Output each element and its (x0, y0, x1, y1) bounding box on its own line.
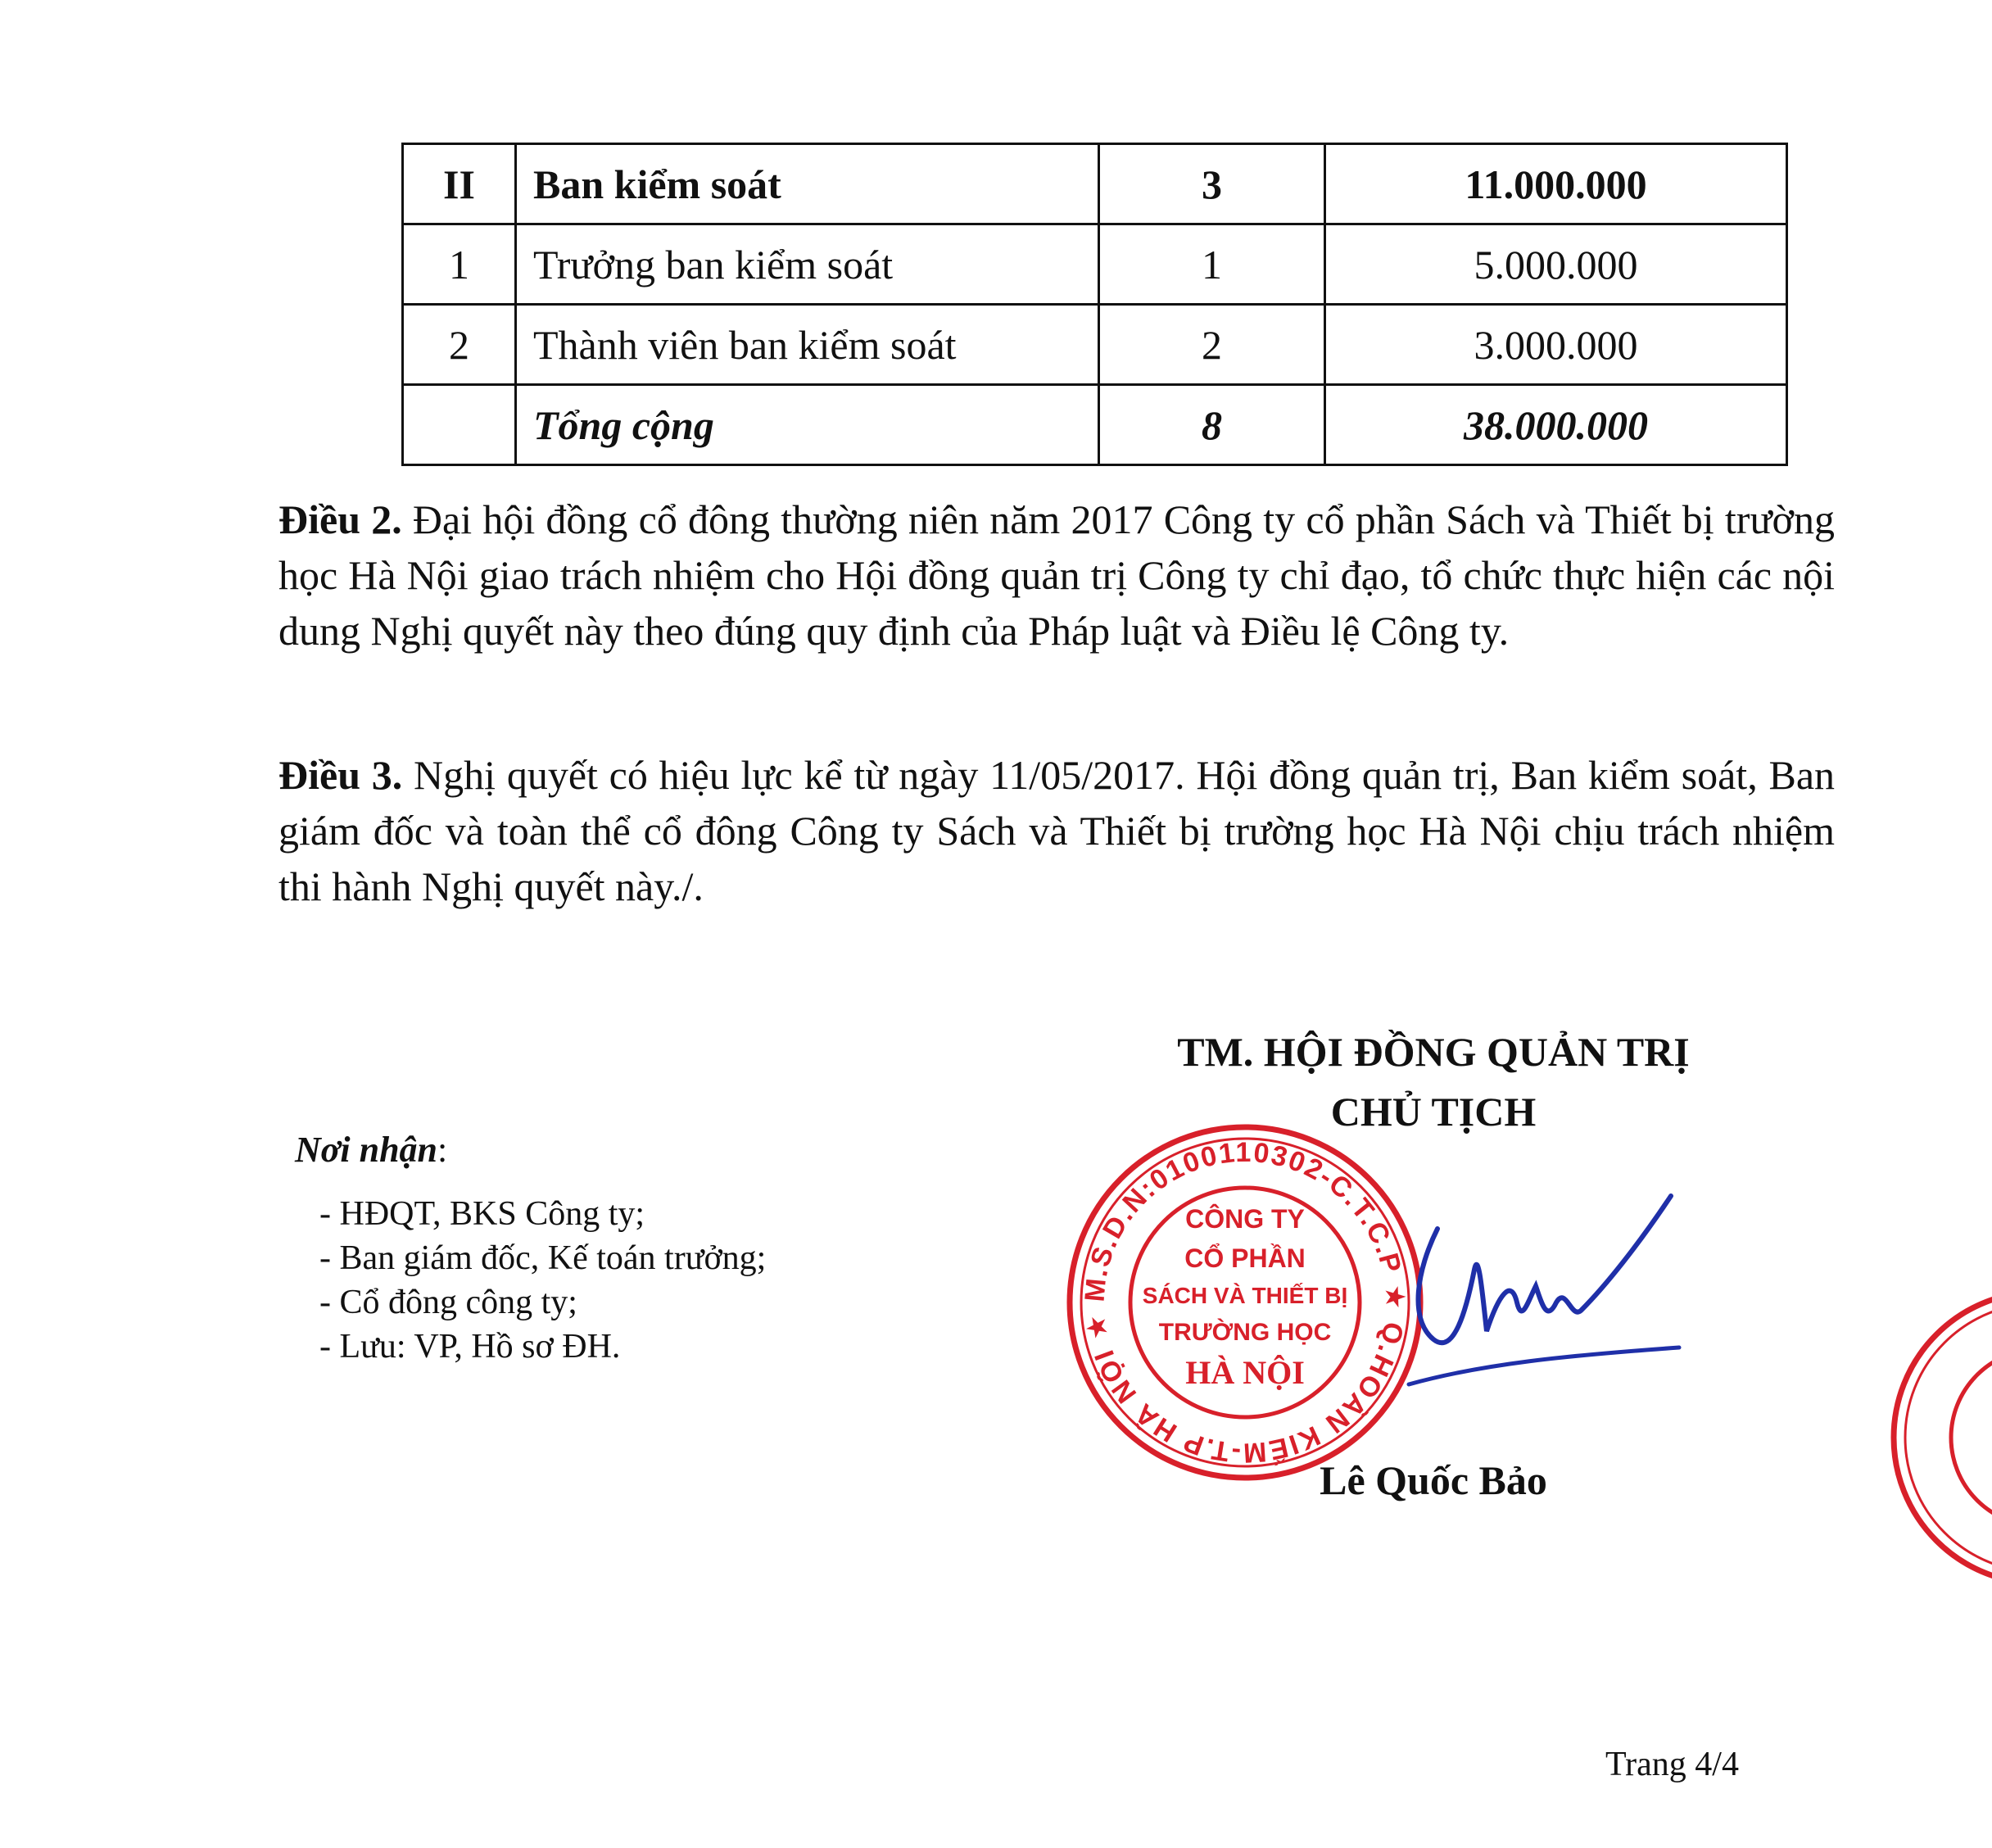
page-number: Trang 4/4 (1605, 1746, 1739, 1783)
table-row (403, 224, 1787, 305)
article-text: Nghị quyết có hiệu lực kể từ ngày 11/05/2017. Hội đồng quản trị, Ban kiểm soát, Ban giám đốc và toàn thể cổ đông Công ty Sách và Thiết bị trường học Hà Nội chịu trách nhiệm thi hành Nghị quyết này./. (278, 752, 1836, 909)
article-text: Đại hội đồng cổ đông thường niên năm 2017 Công ty cổ phần Sách và Thiết bị trường học Hà Nội giao trách nhiệm cho Hội đồng quản trị Công ty chỉ đạo, tổ chức thực hiện các nội dung Nghị quyết này theo đúng quy định của Pháp luật và Điều lệ Công ty. (278, 496, 1835, 654)
seal-line: CỔ PHẦN (1184, 1243, 1306, 1273)
row-number: 1 (403, 224, 516, 305)
handwritten-signature (1360, 1180, 1687, 1425)
list-item: - Lưu: VP, Hồ sơ ĐH. (319, 1328, 621, 1366)
seal-line: SÁCH VÀ THIẾT BỊ (1142, 1283, 1348, 1308)
row-title: Trưởng ban kiểm soát (516, 224, 1099, 305)
total-row (403, 385, 1787, 465)
seal-line: CÔNG TY (1185, 1204, 1305, 1234)
article-3 (278, 747, 1835, 914)
row-amount: 11.000.000 (1325, 144, 1787, 224)
row-quantity: 2 (1099, 305, 1325, 385)
empty-cell (403, 385, 516, 465)
list-item: - HĐQT, BKS Công ty; (319, 1195, 645, 1233)
row-quantity: 1 (1099, 224, 1325, 305)
recipients-heading (295, 1129, 447, 1171)
row-amount: 5.000.000 (1325, 224, 1787, 305)
article-2 (278, 491, 1835, 659)
partial-seal (1876, 1286, 1992, 1589)
total-amount: 38.000.000 (1325, 385, 1787, 465)
recipients-list (319, 1192, 766, 1369)
row-title: Ban kiểm soát (516, 144, 1099, 224)
seal-ring-text: M.S.D.N:0100110302-C.T.C.P ★ Q.HOÀN KIẾM-T.P HÀ NỘI ★ (1079, 1136, 1411, 1469)
partial-seal-icon (1876, 1286, 1992, 1589)
recipients-heading-text: Nơi nhận (295, 1130, 438, 1170)
table-row (403, 144, 1787, 224)
seal-line: TRƯỜNG HỌC (1158, 1319, 1332, 1346)
table-row (403, 305, 1787, 385)
signatory-name: Lê Quốc Bảo (1320, 1457, 1547, 1503)
article-label: Điều 2. (278, 496, 402, 542)
signatory-organization: TM. HỘI ĐỒNG QUẢN TRỊ (1177, 1029, 1690, 1075)
row-number: 2 (403, 305, 516, 385)
list-item: - Ban giám đốc, Kế toán trưởng; (319, 1239, 767, 1277)
article-label: Điều 3. (278, 752, 403, 798)
total-quantity: 8 (1099, 385, 1325, 465)
row-amount: 3.000.000 (1325, 305, 1787, 385)
remuneration-table (401, 143, 1788, 466)
total-label: Tổng cộng (516, 385, 1099, 465)
row-number: II (403, 144, 516, 224)
recipients-colon: : (437, 1130, 448, 1170)
seal-line: HÀ NỘI (1185, 1354, 1305, 1391)
signatory-role: CHỦ TỊCH (1330, 1089, 1537, 1135)
list-item: - Cổ đông công ty; (319, 1284, 577, 1321)
row-title: Thành viên ban kiểm soát (516, 305, 1099, 385)
row-quantity: 3 (1099, 144, 1325, 224)
